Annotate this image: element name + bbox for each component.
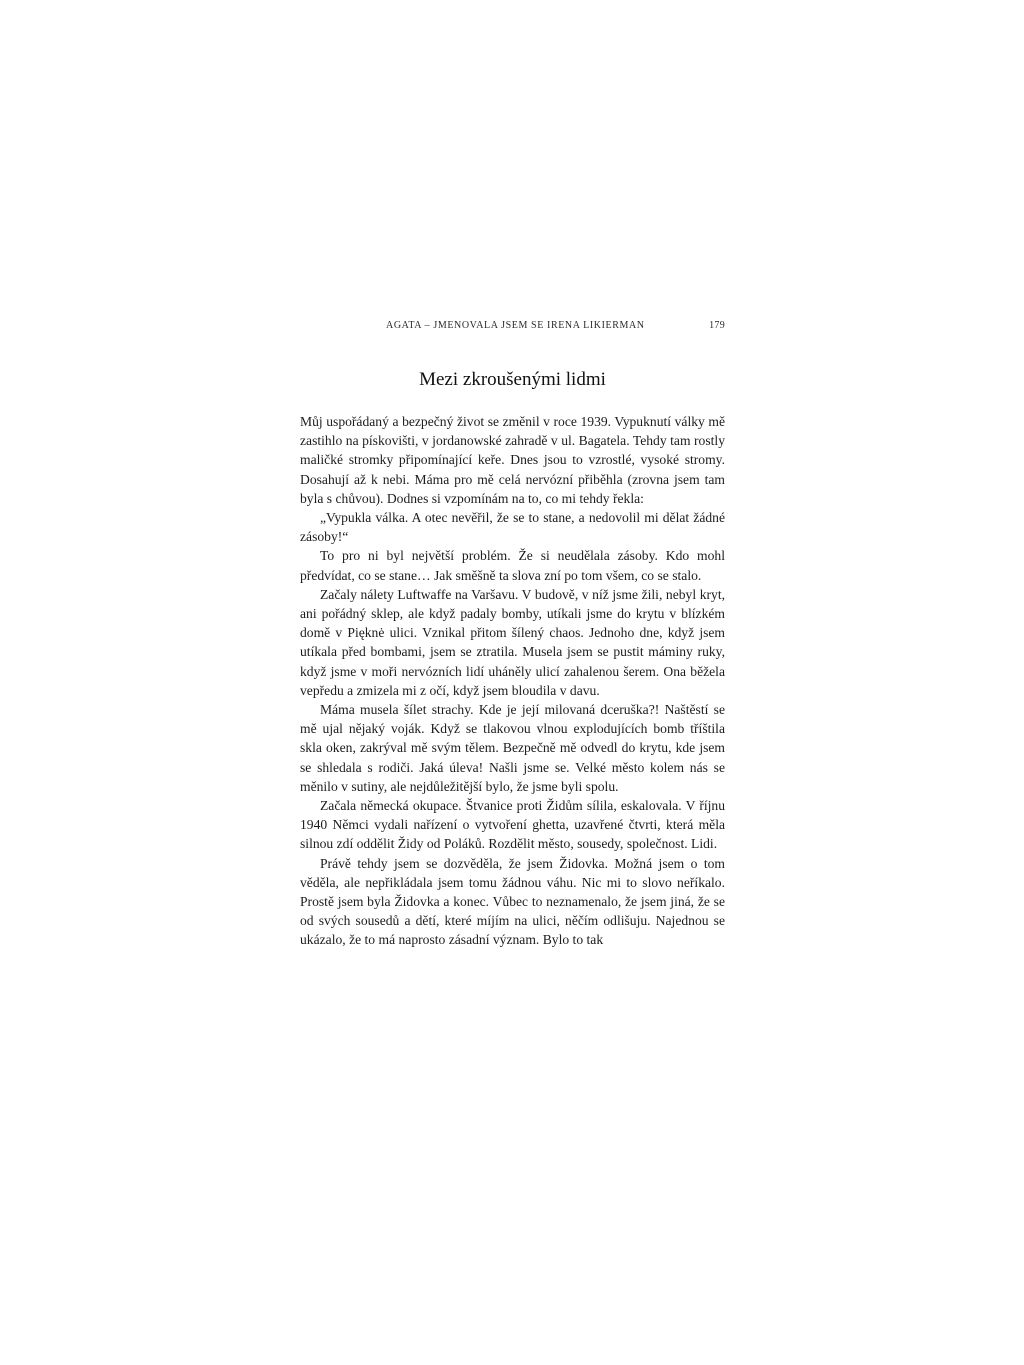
paragraph: Můj uspořádaný a bezpečný život se změnil v roce 1939. Vypuknutí války mě zastihlo na pískovišti, v jordanowské zahradě v ul. Bagatela. Tehdy tam rostly maličké stromky připomínající keře. Dnes jsou to vzrostlé, vysoké stromy. Dosahují až k nebi. Máma pro mě celá nervózní přiběhla (zrovna jsem tam byla s chůvou). Dodnes si vzpomínám na to, co mi tehdy řekla:	[300, 414, 725, 506]
running-title: AGATA – JMENOVALA JSEM SE IRENA LIKIERMAN	[386, 320, 645, 331]
body-text	[300, 412, 725, 950]
book-page	[300, 318, 725, 950]
paragraph: Začaly nálety Luftwaffe na Varšavu. V budově, v níž jsme žili, nebyl kryt, ani pořádný sklep, ale když padaly bomby, utíkali jsme do krytu v blízkém domě v Pięknė ulici. Vznikal přitom šílený chaos. Jednoho dne, když jsem utíkala před bombami, jsem se ztratila. Musela jsem se pustit máminy ruky, když jsme v moři nervózních lidí uháněly ulicí zahalenou šerem. Ona běžela vepředu a zmizela mi z očí, když jsem bloudila v davu.	[300, 586, 725, 698]
paragraph: To pro ni byl největší problém. Že si neudělala zásoby. Kdo mohl předvídat, co se stane… Jak směšně ta slova zní po tom všem, co se stalo.	[300, 548, 725, 583]
chapter-title: Mezi zkroušenými lidmi	[419, 369, 606, 390]
paragraph: Máma musela šílet strachy. Kde je její milovaná dceruška?! Naštěstí se mě ujal nějaký voják. Když se tlakovou vlnou explodujících bomb tříštila skla oken, zakrýval mě svým tělem. Bezpečně mě odvedl do krytu, kde jsem se shledala s rodiči. Jaká úleva! Našli jsme se. Velké město kolem nás se měnilo v sutiny, ale nejdůležitější bylo, že jsme byli spolu.	[300, 702, 725, 794]
page-number: 179	[709, 320, 725, 331]
paragraph: Právě tehdy jsem se dozvěděla, že jsem Židovka. Možná jsem o tom věděla, ale nepřikládala jsem tomu žádnou váhu. Nic mi to slovo neříkalo. Prostě jsem byla Židovka a konec. Vůbec to neznamenalo, že jsem jiná, že se od svých sousedů a dětí, které míjím na ulici, něčím odlišuju. Najednou se ukázalo, že to má naprosto zásadní význam. Bylo to tak	[300, 855, 725, 948]
paragraph: Začala německá okupace. Štvanice proti Židům sílila, eskalovala. V říjnu 1940 Němci vydali nařízení o vytvoření ghetta, uzavřené čtvrti, která měla silnou zdí oddělit Židy od Poláků. Rozdělit město, sousedy, společnost. Lidi.	[300, 798, 725, 852]
paragraph: „Vypukla válka. A otec nevěřil, že se to stane, a nedovolil mi dělat žádné zásoby!“	[300, 510, 725, 545]
running-header	[300, 318, 725, 334]
